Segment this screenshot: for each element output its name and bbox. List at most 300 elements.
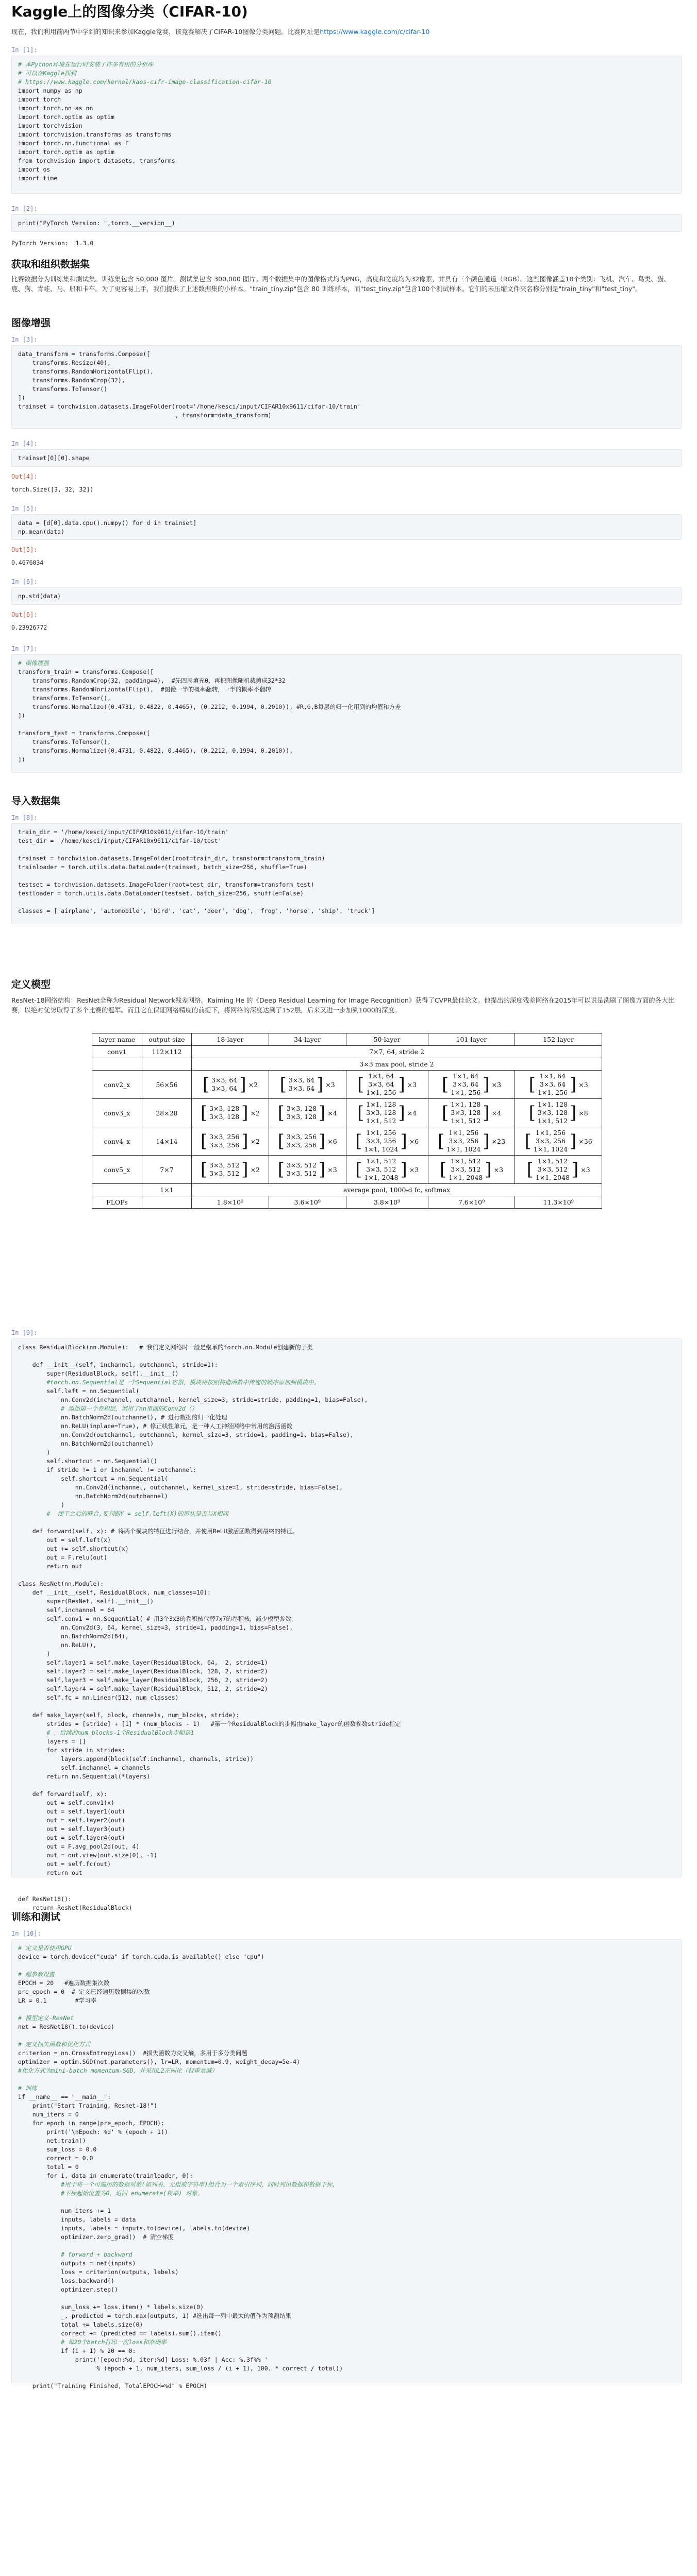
block-cell bbox=[515, 1127, 602, 1156]
block-line: 3×3, 512 bbox=[366, 1165, 396, 1173]
conv1-name: conv1 bbox=[92, 1046, 142, 1058]
block-line: 3×3, 128 bbox=[286, 1105, 317, 1112]
code-line: self.layer2 = self.make_layer(ResidualBlock, 128, 2, stride=2) bbox=[18, 1668, 268, 1675]
block-stack bbox=[366, 1072, 396, 1097]
code-line: def forward(self, x): # 将两个模块的特征进行结合，并使用ReLU激活函数得到最终的特征。 bbox=[18, 1528, 298, 1535]
code-line: self.inchannel = channels bbox=[18, 1764, 151, 1771]
code-line: def __init__(self, inchannel, outchannel, stride=1): bbox=[18, 1361, 218, 1368]
code-line: import torchvision.transforms as transforms bbox=[18, 131, 172, 138]
right-bracket: ] bbox=[570, 1103, 577, 1123]
code-line: out = self.left(x) bbox=[18, 1536, 111, 1544]
code-line: def __init__(self, ResidualBlock, num_classes=10): bbox=[18, 1589, 211, 1596]
code-line: data = [d[0].data.cpu().numpy() for d in trainset] bbox=[18, 519, 197, 527]
right-bracket: ] bbox=[317, 1074, 324, 1095]
block-line: 3×3, 128 bbox=[451, 1109, 481, 1116]
code-line: # https://www.kaggle.com/kernel/kaos-cifr-image-classification-cifar-10 bbox=[18, 78, 272, 86]
code-line: loss.backward() bbox=[18, 2277, 114, 2284]
code-line: total = 0 bbox=[18, 2163, 79, 2171]
code-line: transforms.ToTensor() bbox=[18, 385, 108, 393]
flops-v18: 1.8×10⁹ bbox=[192, 1196, 269, 1209]
block-line: 3×3, 64 bbox=[211, 1076, 238, 1084]
code-line: optimizer.zero_grad() # 清空梯度 bbox=[18, 2233, 174, 2241]
left-bracket: [ bbox=[526, 1159, 534, 1180]
left-bracket: [ bbox=[528, 1103, 536, 1123]
code-line: test_dir = '/home/kesci/input/CIFAR10x9611/cifar-10/test' bbox=[18, 837, 222, 844]
code-line: if (i + 1) % 20 == 0: bbox=[18, 2347, 136, 2354]
right-bracket: ] bbox=[239, 1074, 246, 1095]
left-bracket: [ bbox=[528, 1074, 536, 1095]
block-line: 1×1, 1024 bbox=[446, 1145, 481, 1153]
code-line bbox=[18, 1961, 675, 1970]
code-line bbox=[18, 1702, 675, 1711]
block-line: 3×3, 256 bbox=[449, 1137, 479, 1145]
block-cell bbox=[428, 1156, 515, 1184]
block-line: 1×1, 512 bbox=[537, 1157, 568, 1165]
code-line: self.inchannel = 64 bbox=[18, 1606, 114, 1614]
code-line: net = ResNet18().to(device) bbox=[18, 2023, 114, 2030]
block-group bbox=[278, 1161, 337, 1178]
cell-2-prompt: In [2]: bbox=[11, 205, 38, 212]
code-line: return ResNet(ResidualBlock) bbox=[18, 1904, 132, 1911]
block-group bbox=[203, 1076, 258, 1093]
block-stack bbox=[287, 1133, 317, 1149]
right-bracket: ] bbox=[400, 1159, 407, 1180]
left-bracket: [ bbox=[437, 1131, 445, 1151]
code-line: trainset[0][0].shape bbox=[18, 454, 90, 462]
block-line: 1×1, 128 bbox=[366, 1100, 396, 1108]
code-line: optimizer = optim.SGD(net.parameters(), lr=LR, momentum=0.9, weight_decay=5e-4) bbox=[18, 2058, 300, 2065]
code-line bbox=[18, 2242, 675, 2250]
left-bracket: [ bbox=[277, 1131, 285, 1151]
code-line bbox=[18, 2005, 675, 2014]
code-line: trainloader = torch.utils.data.DataLoader(trainset, batch_size=256, shuffle=True) bbox=[18, 863, 307, 871]
intro-text: 现在，我们利用前两节中学到的知识来参加Kaggle竞赛，该竞赛解决了CIFAR-10图像分类问题。比赛网址是 bbox=[11, 28, 320, 36]
block-line: 1×1, 256 bbox=[449, 1129, 479, 1137]
code-cell-4[interactable] bbox=[11, 449, 682, 467]
code-cell-4-source bbox=[18, 454, 675, 463]
code-line: self.left = nn.Sequential( bbox=[18, 1387, 140, 1395]
code-line: sum_loss = 0.0 bbox=[18, 2146, 97, 2153]
block-line: 1×1, 512 bbox=[451, 1157, 481, 1165]
block-stack bbox=[366, 1100, 396, 1125]
block-cell bbox=[515, 1099, 602, 1127]
code-cell-1-source bbox=[18, 60, 675, 183]
left-bracket: [ bbox=[355, 1131, 362, 1151]
block-line: 3×3, 256 bbox=[366, 1137, 396, 1145]
code-line: print("Start Training, Resnet-18!") bbox=[18, 2102, 158, 2109]
code-line: num_iters += 1 bbox=[18, 2207, 111, 2214]
right-bracket: ] bbox=[483, 1131, 490, 1151]
code-line: nn.ReLU(), bbox=[18, 1641, 97, 1649]
block-group bbox=[280, 1076, 335, 1093]
code-line: super(ResidualBlock, self).__init__() bbox=[18, 1370, 179, 1377]
block-line: 3×3, 256 bbox=[286, 1141, 317, 1149]
code-cell-7-source bbox=[18, 659, 675, 764]
code-cell-6-source bbox=[18, 592, 675, 601]
block-line: 1×1, 256 bbox=[366, 1089, 396, 1096]
code-line: for i, data in enumerate(trainloader, 0): bbox=[18, 2172, 193, 2179]
block-line: 1×1, 2048 bbox=[535, 1174, 570, 1181]
code-line: nn.Conv2d(3, 64, kernel_size=3, stride=1, padding=1, bias=False), bbox=[18, 1624, 293, 1631]
code-line: import torch.nn as nn bbox=[18, 105, 93, 112]
code-line: # 训练 bbox=[18, 2084, 37, 2092]
code-cell-2[interactable] bbox=[11, 214, 682, 232]
code-line: # 模型定义-ResNet bbox=[18, 2014, 74, 2022]
block-line: 1×1, 128 bbox=[451, 1100, 481, 1108]
block-multiplier: ×2 bbox=[250, 1109, 260, 1117]
left-bracket: [ bbox=[357, 1103, 364, 1123]
block-multiplier: ×4 bbox=[327, 1109, 337, 1117]
code-line: for stride in strides: bbox=[18, 1747, 125, 1754]
code-line: device = torch.device("cuda" if torch.cuda.is_available() else "cpu") bbox=[18, 1953, 264, 1960]
code-cell-8-source bbox=[18, 828, 675, 916]
block-line: 1×1, 2048 bbox=[449, 1174, 483, 1181]
block-stack bbox=[446, 1129, 480, 1154]
block-group bbox=[525, 1129, 592, 1154]
code-line: EPOCH = 20 #遍历数据集次数 bbox=[18, 1979, 110, 1987]
header-layer-name: layer name bbox=[92, 1033, 142, 1046]
block-stack bbox=[211, 1076, 237, 1093]
block-stack bbox=[449, 1157, 483, 1182]
block-multiplier: ×3 bbox=[493, 1165, 504, 1174]
code-line: def ResNet18(): bbox=[18, 1895, 72, 1903]
code-line: LR = 0.1 #学习率 bbox=[18, 1997, 97, 2004]
code-line: _, predicted = torch.max(outputs, 1) #选出每一列中最大的值作为预测结果 bbox=[18, 2312, 292, 2319]
block-multiplier: ×3 bbox=[407, 1080, 417, 1089]
block-group bbox=[438, 1129, 505, 1154]
left-bracket: [ bbox=[277, 1103, 285, 1123]
code-line: self.conv1 = nn.Sequential( # 用3个3x3的卷积核代替7x7的卷积核，减少模型参数 bbox=[18, 1615, 292, 1622]
data-paragraph: 比赛数据分为训练集和测试集。训练集包含 50,000 图片。测试集包含 300,000 图片。两个数据集中的图像格式均为PNG，高度和宽度均为32像素，并具有三个颜色通道（RGB）。这些图像涵盖10个类别：飞机、汽车、鸟类、猫、鹿、狗、青蛙、马、船和卡车。为了更容易上手，我们提供了上述数据集的小样本。"train_tiny.zip"包含 80 训练样本，而"test_tiny.zip"包含100个测试样本。它们的未压缩文件夹名称分别是"train_tiny"和"test_tiny"。 bbox=[11, 275, 670, 293]
left-bracket: [ bbox=[441, 1074, 449, 1095]
pool-empty-size bbox=[142, 1058, 191, 1071]
block-stack bbox=[287, 1161, 317, 1178]
code-line: #优化方式为mini-batch momentum-SGD，并采用L2正则化（权重衰减） bbox=[18, 2067, 218, 2074]
left-bracket: [ bbox=[200, 1131, 208, 1151]
code-line: out = self.layer3(out) bbox=[18, 1825, 125, 1833]
model-paragraph: ResNet-18网络结构：ResNet全称为Residual Network残差网络。Kaiming He 的《Deep Residual Learning for Image Recognition》获得了CVPR最佳论文。他提出的深度残差网络在2015年可以说是洗刷了图像方面的各大比赛，以绝对优势取得了多个比赛的冠军。而且它在保证网络精度的前提下，将网络的深度达到了152层，后来又进一步加到1000的深度。 bbox=[11, 996, 675, 1014]
block-line: 1×1, 256 bbox=[451, 1089, 481, 1096]
code-line: # 超参数设置 bbox=[18, 1971, 55, 1978]
code-line: transforms.ToTensor(), bbox=[18, 738, 111, 745]
block-line: 3×3, 256 bbox=[209, 1141, 240, 1149]
block-stack bbox=[209, 1133, 239, 1149]
block-multiplier: ×23 bbox=[491, 1137, 506, 1145]
code-line: num_iters = 0 bbox=[18, 2111, 79, 2118]
block-group bbox=[442, 1072, 501, 1097]
code-cell-5-source bbox=[18, 519, 675, 536]
cell-5-output: 0.4676034 bbox=[11, 559, 44, 566]
arch-row-conv1 bbox=[92, 1046, 602, 1058]
code-line: net.train() bbox=[18, 2137, 86, 2144]
block-cell bbox=[269, 1127, 346, 1156]
final-name bbox=[92, 1184, 142, 1196]
block-line: 3×3, 128 bbox=[286, 1113, 317, 1121]
code-cell-8[interactable] bbox=[11, 823, 682, 924]
code-cell-3[interactable] bbox=[11, 345, 682, 429]
page-title: Kaggle上的图像分类（CIFAR-10) bbox=[11, 3, 248, 20]
code-line: self.shortcut = nn.Sequential() bbox=[18, 1458, 158, 1465]
code-line: self.layer1 = self.make_layer(ResidualBlock, 64, 2, stride=1) bbox=[18, 1659, 268, 1666]
code-line: transforms.ToTensor(), bbox=[18, 694, 111, 702]
block-stack bbox=[451, 1100, 480, 1125]
code-line: criterion = nn.CrossEntropyLoss() #损失函数为交叉熵，多用于多分类问题 bbox=[18, 2049, 247, 2057]
left-bracket: [ bbox=[200, 1159, 208, 1180]
code-line bbox=[18, 845, 675, 854]
left-bracket: [ bbox=[441, 1103, 449, 1123]
code-line: import os bbox=[18, 166, 51, 173]
left-bracket: [ bbox=[277, 1159, 285, 1180]
arch-body bbox=[92, 1046, 602, 1209]
code-line: print('\nEpoch: %d' % (epoch + 1)) bbox=[18, 2128, 168, 2136]
left-bracket: [ bbox=[524, 1131, 532, 1151]
code-line: out = F.relu(out) bbox=[18, 1554, 108, 1561]
block-line: 1×1, 64 bbox=[539, 1072, 566, 1080]
code-line: import numpy as np bbox=[18, 87, 82, 94]
code-line: trainset = torchvision.datasets.ImageFolder(root=train_dir, transform=transform_train) bbox=[18, 855, 325, 862]
code-line: ) bbox=[18, 1650, 51, 1657]
code-line: # 每20个batch打印一次loss和准确率 bbox=[18, 2338, 167, 2346]
cell-7-prompt: In [7]: bbox=[11, 645, 38, 652]
code-cell-2-source bbox=[18, 219, 675, 228]
code-line: out = out.view(out.size(0), -1) bbox=[18, 1852, 158, 1859]
cell-6-output: 0.23926772 bbox=[11, 624, 47, 631]
block-group bbox=[201, 1161, 260, 1178]
arch-header-row bbox=[92, 1033, 602, 1046]
block-cell bbox=[428, 1071, 515, 1099]
left-bracket: [ bbox=[439, 1159, 447, 1180]
block-multiplier: ×2 bbox=[250, 1137, 260, 1145]
cell-4-out-prompt: Out[4]: bbox=[11, 473, 38, 480]
block-stack bbox=[289, 1076, 314, 1093]
block-cell bbox=[269, 1071, 346, 1099]
code-cell-7[interactable] bbox=[11, 654, 682, 773]
code-line: nn.BatchNorm2d(outchannel) bbox=[18, 1493, 168, 1500]
code-line: pre_epoch = 0 # 定义已经遍历数据集的次数 bbox=[18, 1988, 150, 1995]
block-line: 1×1, 256 bbox=[537, 1089, 568, 1096]
code-line: print('[epoch:%d, iter:%d] Loss: %.03f | Acc: %.3f%% ' bbox=[18, 2356, 268, 2363]
row-name: conv4_x bbox=[92, 1127, 142, 1156]
code-line: def make_layer(self, block, channels, num_blocks, stride): bbox=[18, 1711, 240, 1719]
block-group bbox=[529, 1072, 588, 1097]
block-stack bbox=[538, 1072, 568, 1097]
code-line: nn.BatchNorm2d(outchannel) bbox=[18, 1440, 154, 1447]
block-group bbox=[278, 1132, 337, 1150]
code-line: optimizer.step() bbox=[18, 2286, 118, 2293]
cell-2-output: PyTorch Version: 1.3.0 bbox=[11, 240, 94, 247]
block-stack bbox=[209, 1161, 239, 1178]
code-line: testset = torchvision.datasets.ImageFolder(root=test_dir, transform=transform_test) bbox=[18, 881, 314, 888]
block-group bbox=[357, 1072, 417, 1097]
block-group bbox=[355, 1129, 419, 1154]
block-cell bbox=[269, 1156, 346, 1184]
block-line: 1×1, 1024 bbox=[364, 1145, 399, 1153]
code-line bbox=[18, 1352, 675, 1361]
code-cell-10[interactable] bbox=[11, 1939, 682, 2389]
arch-row-conv3_x bbox=[92, 1099, 602, 1127]
code-line: out += self.shortcut(x) bbox=[18, 1545, 129, 1552]
code-line: transform_train = transforms.Compose([ bbox=[18, 668, 154, 675]
code-line: # 图像增强 bbox=[18, 659, 49, 667]
block-group bbox=[529, 1100, 588, 1125]
code-line bbox=[18, 720, 675, 729]
code-line: transforms.RandomCrop(32, padding=4), #先四周填充0，再把图像随机裁剪成32*32 bbox=[18, 677, 286, 684]
block-group bbox=[442, 1100, 501, 1125]
conv1-size: 112×112 bbox=[142, 1046, 191, 1058]
block-line: 3×3, 512 bbox=[286, 1170, 317, 1177]
code-line: import torch.optim as optim bbox=[18, 113, 114, 121]
row-name: conv3_x bbox=[92, 1099, 142, 1127]
block-line: 3×3, 256 bbox=[535, 1137, 566, 1145]
header-18-layer: 18-layer bbox=[192, 1033, 269, 1046]
code-line: import time bbox=[18, 175, 58, 182]
code-line: transform_test = transforms.Compose([ bbox=[18, 730, 151, 737]
code-line: # 定义损失函数和优化方式 bbox=[18, 2041, 91, 2048]
pool-empty-name bbox=[92, 1058, 142, 1071]
code-line: transforms.Normalize((0.4731, 0.4822, 0.4465), (0.2212, 0.1994, 0.2010)), #R,G,B每层的归一化用到的均值和方差 bbox=[18, 703, 401, 710]
code-line: transforms.RandomHorizontalFlip(), bbox=[18, 368, 154, 375]
row-size: 28×28 bbox=[142, 1099, 191, 1127]
code-cell-3-source bbox=[18, 350, 675, 420]
code-line bbox=[18, 2198, 675, 2207]
block-line: 1×1, 2048 bbox=[364, 1174, 399, 1181]
block-group bbox=[278, 1104, 337, 1122]
code-line: nn.ReLU(inplace=True), # 修正线性单元，是一种人工神经网络中常用的激活函数 bbox=[18, 1422, 293, 1430]
cell-5-out-prompt: Out[5]: bbox=[11, 546, 38, 553]
block-multiplier: ×4 bbox=[491, 1109, 502, 1117]
code-line: self.shortcut = nn.Sequential( bbox=[18, 1475, 168, 1482]
code-cell-10-source bbox=[18, 1944, 675, 2391]
block-stack bbox=[536, 1157, 570, 1182]
code-line: self.layer4 = self.make_layer(ResidualBlock, 512, 2, stride=2) bbox=[18, 1685, 268, 1692]
block-multiplier: ×3 bbox=[409, 1165, 419, 1174]
right-bracket: ] bbox=[485, 1159, 492, 1180]
right-bracket: ] bbox=[398, 1074, 405, 1095]
resnet-architecture-table bbox=[92, 1033, 602, 1209]
code-line: layers.append(block(self.inchannel, channels, stride)) bbox=[18, 1755, 254, 1762]
row-name: conv2_x bbox=[92, 1071, 142, 1099]
code-line: import torchvision bbox=[18, 122, 82, 129]
block-line: 3×3, 128 bbox=[366, 1109, 396, 1116]
cell-6-prompt: In [6]: bbox=[11, 578, 38, 585]
arch-row-final bbox=[92, 1184, 602, 1196]
block-line: 3×3, 512 bbox=[451, 1165, 481, 1173]
block-stack bbox=[364, 1129, 398, 1154]
right-bracket: ] bbox=[398, 1103, 405, 1123]
block-line: 1×1, 64 bbox=[368, 1072, 394, 1080]
code-line: import torch bbox=[18, 96, 61, 103]
block-cell bbox=[192, 1071, 269, 1099]
block-line: 3×3, 64 bbox=[368, 1080, 394, 1088]
right-bracket: ] bbox=[319, 1131, 326, 1151]
block-multiplier: ×2 bbox=[250, 1165, 260, 1174]
block-line: 1×1, 128 bbox=[537, 1100, 568, 1108]
block-cell bbox=[192, 1099, 269, 1127]
right-bracket: ] bbox=[572, 1159, 579, 1180]
row-size: 56×56 bbox=[142, 1071, 191, 1099]
block-group bbox=[357, 1100, 417, 1125]
block-cell bbox=[428, 1099, 515, 1127]
code-line: out = self.fc(out) bbox=[18, 1860, 111, 1868]
left-bracket: [ bbox=[357, 1074, 364, 1095]
block-cell bbox=[515, 1156, 602, 1184]
code-line: from torchvision import datasets, transforms bbox=[18, 157, 175, 164]
code-line bbox=[18, 872, 675, 880]
code-line: # ，后续的num_blocks-1个ResidualBlock步幅是1 bbox=[18, 1729, 194, 1736]
code-line: # 本Python环境在运行时安装了许多有用的分析库 bbox=[18, 61, 154, 68]
block-cell bbox=[269, 1099, 346, 1127]
block-line: 1×1, 512 bbox=[366, 1117, 396, 1125]
code-cell-6[interactable] bbox=[11, 587, 682, 605]
header-output-size: output size bbox=[142, 1033, 191, 1046]
section-heading-import: 导入数据集 bbox=[11, 795, 61, 807]
left-bracket: [ bbox=[200, 1103, 208, 1123]
block-line: 3×3, 256 bbox=[209, 1133, 240, 1141]
left-bracket: [ bbox=[202, 1074, 210, 1095]
left-bracket: [ bbox=[355, 1159, 362, 1180]
block-multiplier: ×8 bbox=[578, 1109, 588, 1117]
code-line: loss = criterion(outputs, labels) bbox=[18, 2268, 179, 2276]
code-line: #下标起始位置为0，返回 enumerate(枚举) 对象。 bbox=[18, 2190, 204, 2197]
code-line: out = self.layer4(out) bbox=[18, 1834, 125, 1841]
code-line: if stride != 1 or inchannel != outchannel: bbox=[18, 1466, 197, 1473]
block-cell bbox=[346, 1127, 428, 1156]
cell-5-prompt: In [5]: bbox=[11, 505, 38, 512]
block-multiplier: ×36 bbox=[578, 1137, 592, 1145]
code-line: ]) bbox=[18, 756, 25, 763]
block-line: 3×3, 256 bbox=[286, 1133, 317, 1141]
code-line: out = self.layer1(out) bbox=[18, 1808, 125, 1815]
block-group bbox=[527, 1157, 590, 1182]
right-bracket: ] bbox=[483, 1103, 490, 1123]
code-line bbox=[18, 1781, 675, 1790]
code-cell-5[interactable] bbox=[11, 514, 682, 540]
block-line: 3×3, 128 bbox=[209, 1105, 240, 1112]
block-stack bbox=[451, 1072, 480, 1097]
block-line: 1×1, 1024 bbox=[533, 1145, 568, 1153]
code-cell-1[interactable] bbox=[11, 56, 682, 194]
competition-link[interactable]: https://www.kaggle.com/c/cifar-10 bbox=[320, 28, 430, 36]
right-bracket: ] bbox=[241, 1131, 248, 1151]
code-line: total += labels.size(0) bbox=[18, 2321, 143, 2328]
flops-v152: 11.3×10⁹ bbox=[515, 1196, 602, 1209]
left-bracket: [ bbox=[279, 1074, 287, 1095]
right-bracket: ] bbox=[241, 1159, 248, 1180]
header-50-layer: 50-layer bbox=[346, 1033, 428, 1046]
code-line: out = self.conv1(x) bbox=[18, 1799, 114, 1806]
block-multiplier: ×3 bbox=[327, 1165, 337, 1174]
code-line bbox=[18, 1886, 675, 1895]
code-line bbox=[18, 1571, 675, 1580]
code-line: # 便于之后的联合,要判断Y = self.left(X)的形状是否与X相同 bbox=[18, 1510, 228, 1517]
flops-v34: 3.6×10⁹ bbox=[269, 1196, 346, 1209]
row-size: 14×14 bbox=[142, 1127, 191, 1156]
code-line bbox=[18, 1518, 675, 1527]
code-line bbox=[18, 2294, 675, 2303]
block-multiplier: ×6 bbox=[409, 1137, 419, 1145]
block-cell bbox=[515, 1071, 602, 1099]
code-line bbox=[18, 2075, 675, 2084]
block-line: 3×3, 512 bbox=[209, 1161, 240, 1169]
code-line: if __name__ == "__main__": bbox=[18, 2093, 111, 2100]
block-stack bbox=[534, 1129, 568, 1154]
code-cell-9[interactable] bbox=[11, 1338, 682, 1911]
flops-name: FLOPs bbox=[92, 1196, 142, 1209]
block-multiplier: ×3 bbox=[578, 1080, 588, 1089]
code-line: train_dir = '/home/kesci/input/CIFAR10x9611/cifar-10/train' bbox=[18, 828, 229, 836]
code-line: classes = ['airplane', 'automobile', 'bird', 'cat', 'deer', 'dog', 'frog', 'horse', 'ship', 'truck'] bbox=[18, 907, 375, 914]
code-line: inputs, labels = data bbox=[18, 2216, 136, 2223]
